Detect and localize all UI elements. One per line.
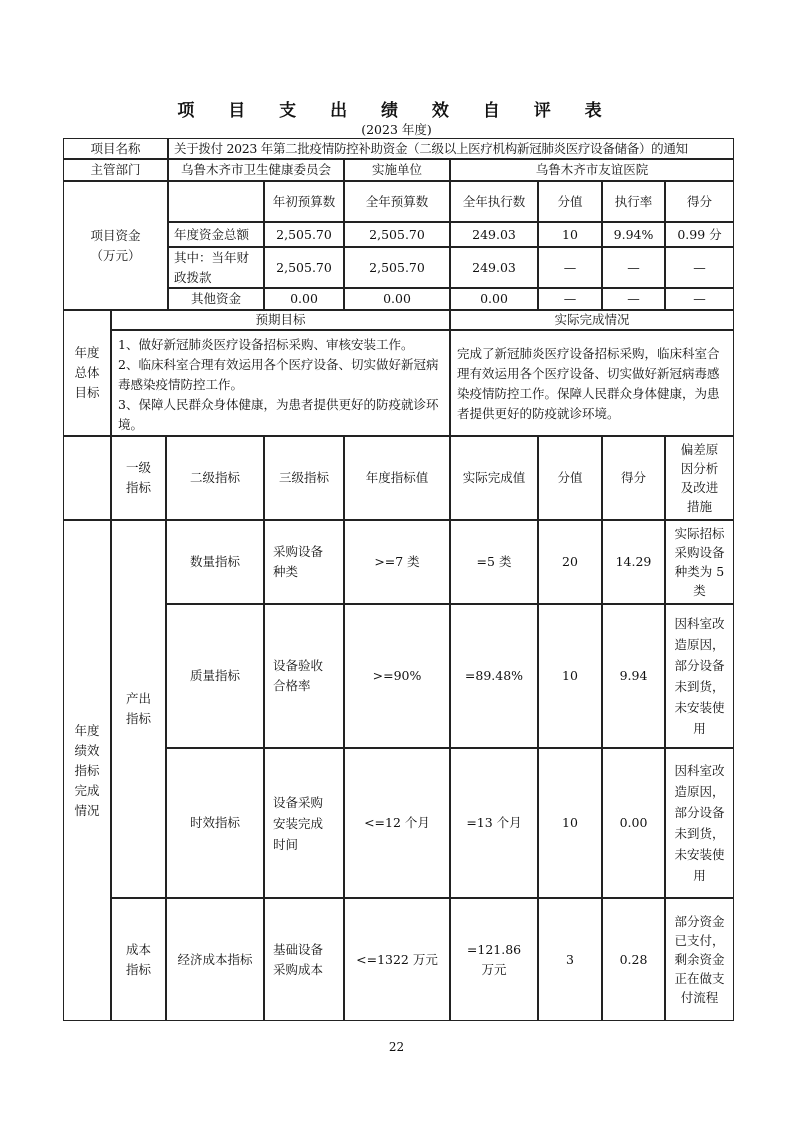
indicator-header-got: 得分 bbox=[602, 436, 665, 520]
indicator-reason: 因科室改造原因，部分设备未到货，未安装使用 bbox=[665, 604, 734, 748]
expected-goals: 1、做好新冠肺炎医疗设备招标采购、审核安装工作。 2、临床科室合理有效运用各个医疗设备、切实做好新冠病毒感染疫情防控工作。 3、保障人民群众身体健康，为患者提供更好的防疫就诊环境。 bbox=[111, 330, 450, 436]
dept-value: 乌鲁木齐市卫生健康委员会 bbox=[168, 159, 344, 181]
page-subtitle: (2023 年度) bbox=[361, 122, 432, 137]
funds-label: 项目资金 （万元） bbox=[63, 181, 168, 310]
actual-goals: 完成了新冠肺炎医疗设备招标采购，临床科室合理有效运用各个医疗设备、切实做好新冠病毒感染疫情防控工作。保障人民群众身体健康，为患者提供更好的防疫就诊环境。 bbox=[450, 330, 734, 436]
funds-cell: 249.03 bbox=[450, 222, 538, 247]
page-number: 22 bbox=[388, 1040, 405, 1054]
indicator-actual: =5 类 bbox=[450, 520, 538, 604]
indicator-score: 10 bbox=[538, 604, 602, 748]
indicator-header-target: 年度指标值 bbox=[344, 436, 450, 520]
impl-label: 实施单位 bbox=[344, 159, 450, 181]
indicator-target: >=90% bbox=[344, 604, 450, 748]
funds-cell: 10 bbox=[538, 222, 602, 247]
indicator-actual: =89.48% bbox=[450, 604, 538, 748]
funds-cell: — bbox=[602, 288, 665, 310]
page-title: 项 目 支 出 绩 效 自 评 表 bbox=[177, 101, 616, 121]
indicator-level2: 数量指标 bbox=[166, 520, 264, 604]
indicator-score: 20 bbox=[538, 520, 602, 604]
indicator-actual: =13 个月 bbox=[450, 748, 538, 898]
cost-indicator-label: 成本指标 bbox=[111, 898, 166, 1021]
funds-cell: 0.00 bbox=[450, 288, 538, 310]
indicator-level3: 设备采购安装完成时间 bbox=[264, 748, 344, 898]
indicator-header-reason: 偏差原因分析及改进措施 bbox=[665, 436, 734, 520]
indicator-score: 3 bbox=[538, 898, 602, 1021]
funds-cell: 0.00 bbox=[344, 288, 450, 310]
funds-header-got: 得分 bbox=[665, 181, 734, 222]
funds-header-annual: 全年预算数 bbox=[344, 181, 450, 222]
funds-row-fiscal-label: 其中：当年财政拨款 bbox=[168, 247, 264, 288]
output-indicator-label: 产出指标 bbox=[111, 520, 166, 898]
indicator-got: 0.00 bbox=[602, 748, 665, 898]
funds-cell: — bbox=[538, 247, 602, 288]
indicator-header-score: 分值 bbox=[538, 436, 602, 520]
project-name-label: 项目名称 bbox=[63, 138, 168, 159]
indicator-level3: 设备验收合格率 bbox=[264, 604, 344, 748]
funds-row-other-label: 其他资金 bbox=[168, 288, 264, 310]
funds-header-score: 分值 bbox=[538, 181, 602, 222]
indicator-section-label: 年度 绩效 指标 完成 情况 bbox=[63, 520, 111, 1021]
funds-cell: 2,505.70 bbox=[344, 247, 450, 288]
funds-cell: 2,505.70 bbox=[264, 247, 344, 288]
indicator-reason: 部分资金已支付，剩余资金正在做支付流程 bbox=[665, 898, 734, 1021]
indicator-header-actual: 实际完成值 bbox=[450, 436, 538, 520]
indicator-level2: 质量指标 bbox=[166, 604, 264, 748]
funds-cell: — bbox=[602, 247, 665, 288]
indicator-level2: 经济成本指标 bbox=[166, 898, 264, 1021]
indicator-header-level2: 二级指标 bbox=[166, 436, 264, 520]
funds-cell: 2,505.70 bbox=[264, 222, 344, 247]
indicator-got: 14.29 bbox=[602, 520, 665, 604]
funds-row-total-label: 年度资金总额 bbox=[168, 222, 264, 247]
indicator-target: <=12 个月 bbox=[344, 748, 450, 898]
funds-header-executed: 全年执行数 bbox=[450, 181, 538, 222]
indicator-corner-blank bbox=[63, 436, 111, 520]
indicator-target: >=7 类 bbox=[344, 520, 450, 604]
funds-cell: 9.94% bbox=[602, 222, 665, 247]
funds-cell: — bbox=[538, 288, 602, 310]
goals-label: 年度 总体 目标 bbox=[63, 310, 111, 436]
indicator-reason: 因科室改造原因，部分设备未到货，未安装使用 bbox=[665, 748, 734, 898]
indicator-level3: 基础设备采购成本 bbox=[264, 898, 344, 1021]
indicator-got: 9.94 bbox=[602, 604, 665, 748]
indicator-got: 0.28 bbox=[602, 898, 665, 1021]
funds-header-initial: 年初预算数 bbox=[264, 181, 344, 222]
expected-header: 预期目标 bbox=[111, 310, 450, 330]
indicator-actual: =121.86 万元 bbox=[450, 898, 538, 1021]
funds-cell: 2,505.70 bbox=[344, 222, 450, 247]
indicator-level2: 时效指标 bbox=[166, 748, 264, 898]
project-name: 关于拨付 2023 年第二批疫情防控补助资金（二级以上医疗机构新冠肺炎医疗设备储备）的通知 bbox=[168, 138, 734, 159]
funds-header-rate: 执行率 bbox=[602, 181, 665, 222]
indicator-level3: 采购设备种类 bbox=[264, 520, 344, 604]
indicator-reason: 实际招标采购设备种类为 5 类 bbox=[665, 520, 734, 604]
funds-cell: — bbox=[665, 288, 734, 310]
dept-label: 主管部门 bbox=[63, 159, 168, 181]
indicator-score: 10 bbox=[538, 748, 602, 898]
funds-header-blank bbox=[168, 181, 264, 222]
impl-value: 乌鲁木齐市友谊医院 bbox=[450, 159, 734, 181]
actual-header: 实际完成情况 bbox=[450, 310, 734, 330]
indicator-header-level1: 一级指标 bbox=[111, 436, 166, 520]
funds-cell: 0.99 分 bbox=[665, 222, 734, 247]
funds-cell: — bbox=[665, 247, 734, 288]
funds-cell: 0.00 bbox=[264, 288, 344, 310]
funds-cell: 249.03 bbox=[450, 247, 538, 288]
indicator-header-level3: 三级指标 bbox=[264, 436, 344, 520]
indicator-target: <=1322 万元 bbox=[344, 898, 450, 1021]
